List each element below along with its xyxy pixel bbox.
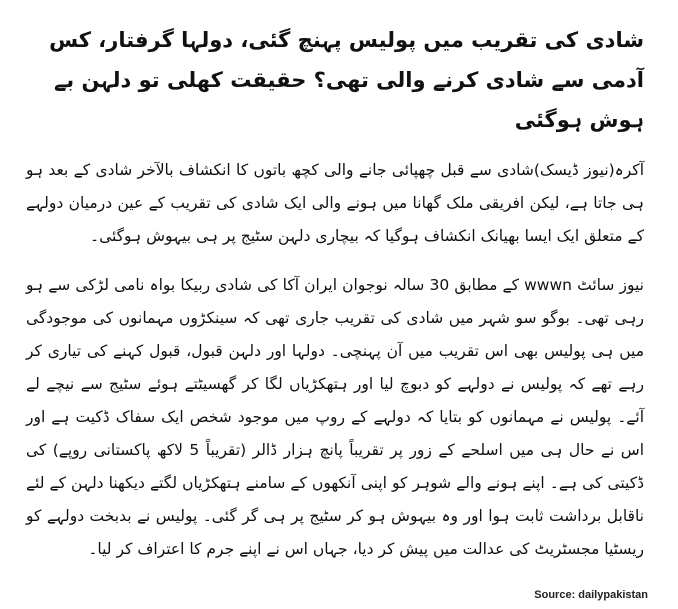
- article-source: Source: dailypakistan: [534, 589, 648, 601]
- article-paragraph-2: نیوز سائٹ wwwn کے مطابق 30 سالہ نوجوان ایران آکا کی شادی ربیکا بواہ نامی لڑکی سے ہو رہی تھی۔ بوگو سو شہر میں شادی کی تقریب جاری تھی کہ سینکڑوں مہمانوں کی موجودگی میں ہی پولیس بھی اس تقریب میں آن پہنچی۔ دولہا اور دلہن قبول، قبول کہنے کی تیاری کر رہے تھے کہ پولیس نے دولہے کو دبوچ لیا اور ہتھکڑیاں لگا کر گھسیٹتے ہوئے سٹیج سے نیچے لے آئے۔ پولیس نے مہمانوں کو بتایا کہ دولہے کے روپ میں موجود شخص ایک سفاک ڈکیت ہے اور اس نے حال ہی میں اسلحے کے زور پر تقریباً پانچ ہزار ڈالر (تقریباً 5 لاکھ پاکستانی روپے) کی ڈکیتی کی ہے۔ اپنے ہونے والے شوہر کو اپنی آنکھوں کے سامنے ہتھکڑیاں لگتے دیکھنا دلہن کے لئے ناقابل برداشت ثابت ہوا اور وہ بیہوش ہو کر سٹیج پر ہی گر گئی۔ پولیس نے بدبخت دولہے کو ریسٹیا مجسٹریٹ کی عدالت میں پیش کر دیا، جہاں اس نے اپنے جرم کا اعتراف کر لیا۔: [26, 276, 644, 558]
- article-paragraph-1: آکرہ(نیوز ڈیسک)شادی سے قبل چھپائی جانے والی کچھ باتوں کا انکشاف بالآخر شادی کے بعد ہو ہی جاتا ہے، لیکن افریقی ملک گھانا میں ہونے والی ایک شادی کی تقریب کے عین درمیان دولہے کے متعلق ایک ایسا بھیانک انکشاف ہوگیا کہ بیچاری دلہن سٹیج پر ہی بیہوش ہوگئی۔: [26, 161, 644, 245]
- article-headline: شادی کی تقریب میں پولیس پہنچ گئی، دولہا گرفتار، کس آدمی سے شادی کرنے والی تھی؟ حقیقت کھلی تو دلہن بے ہوش ہوگئی: [49, 28, 644, 132]
